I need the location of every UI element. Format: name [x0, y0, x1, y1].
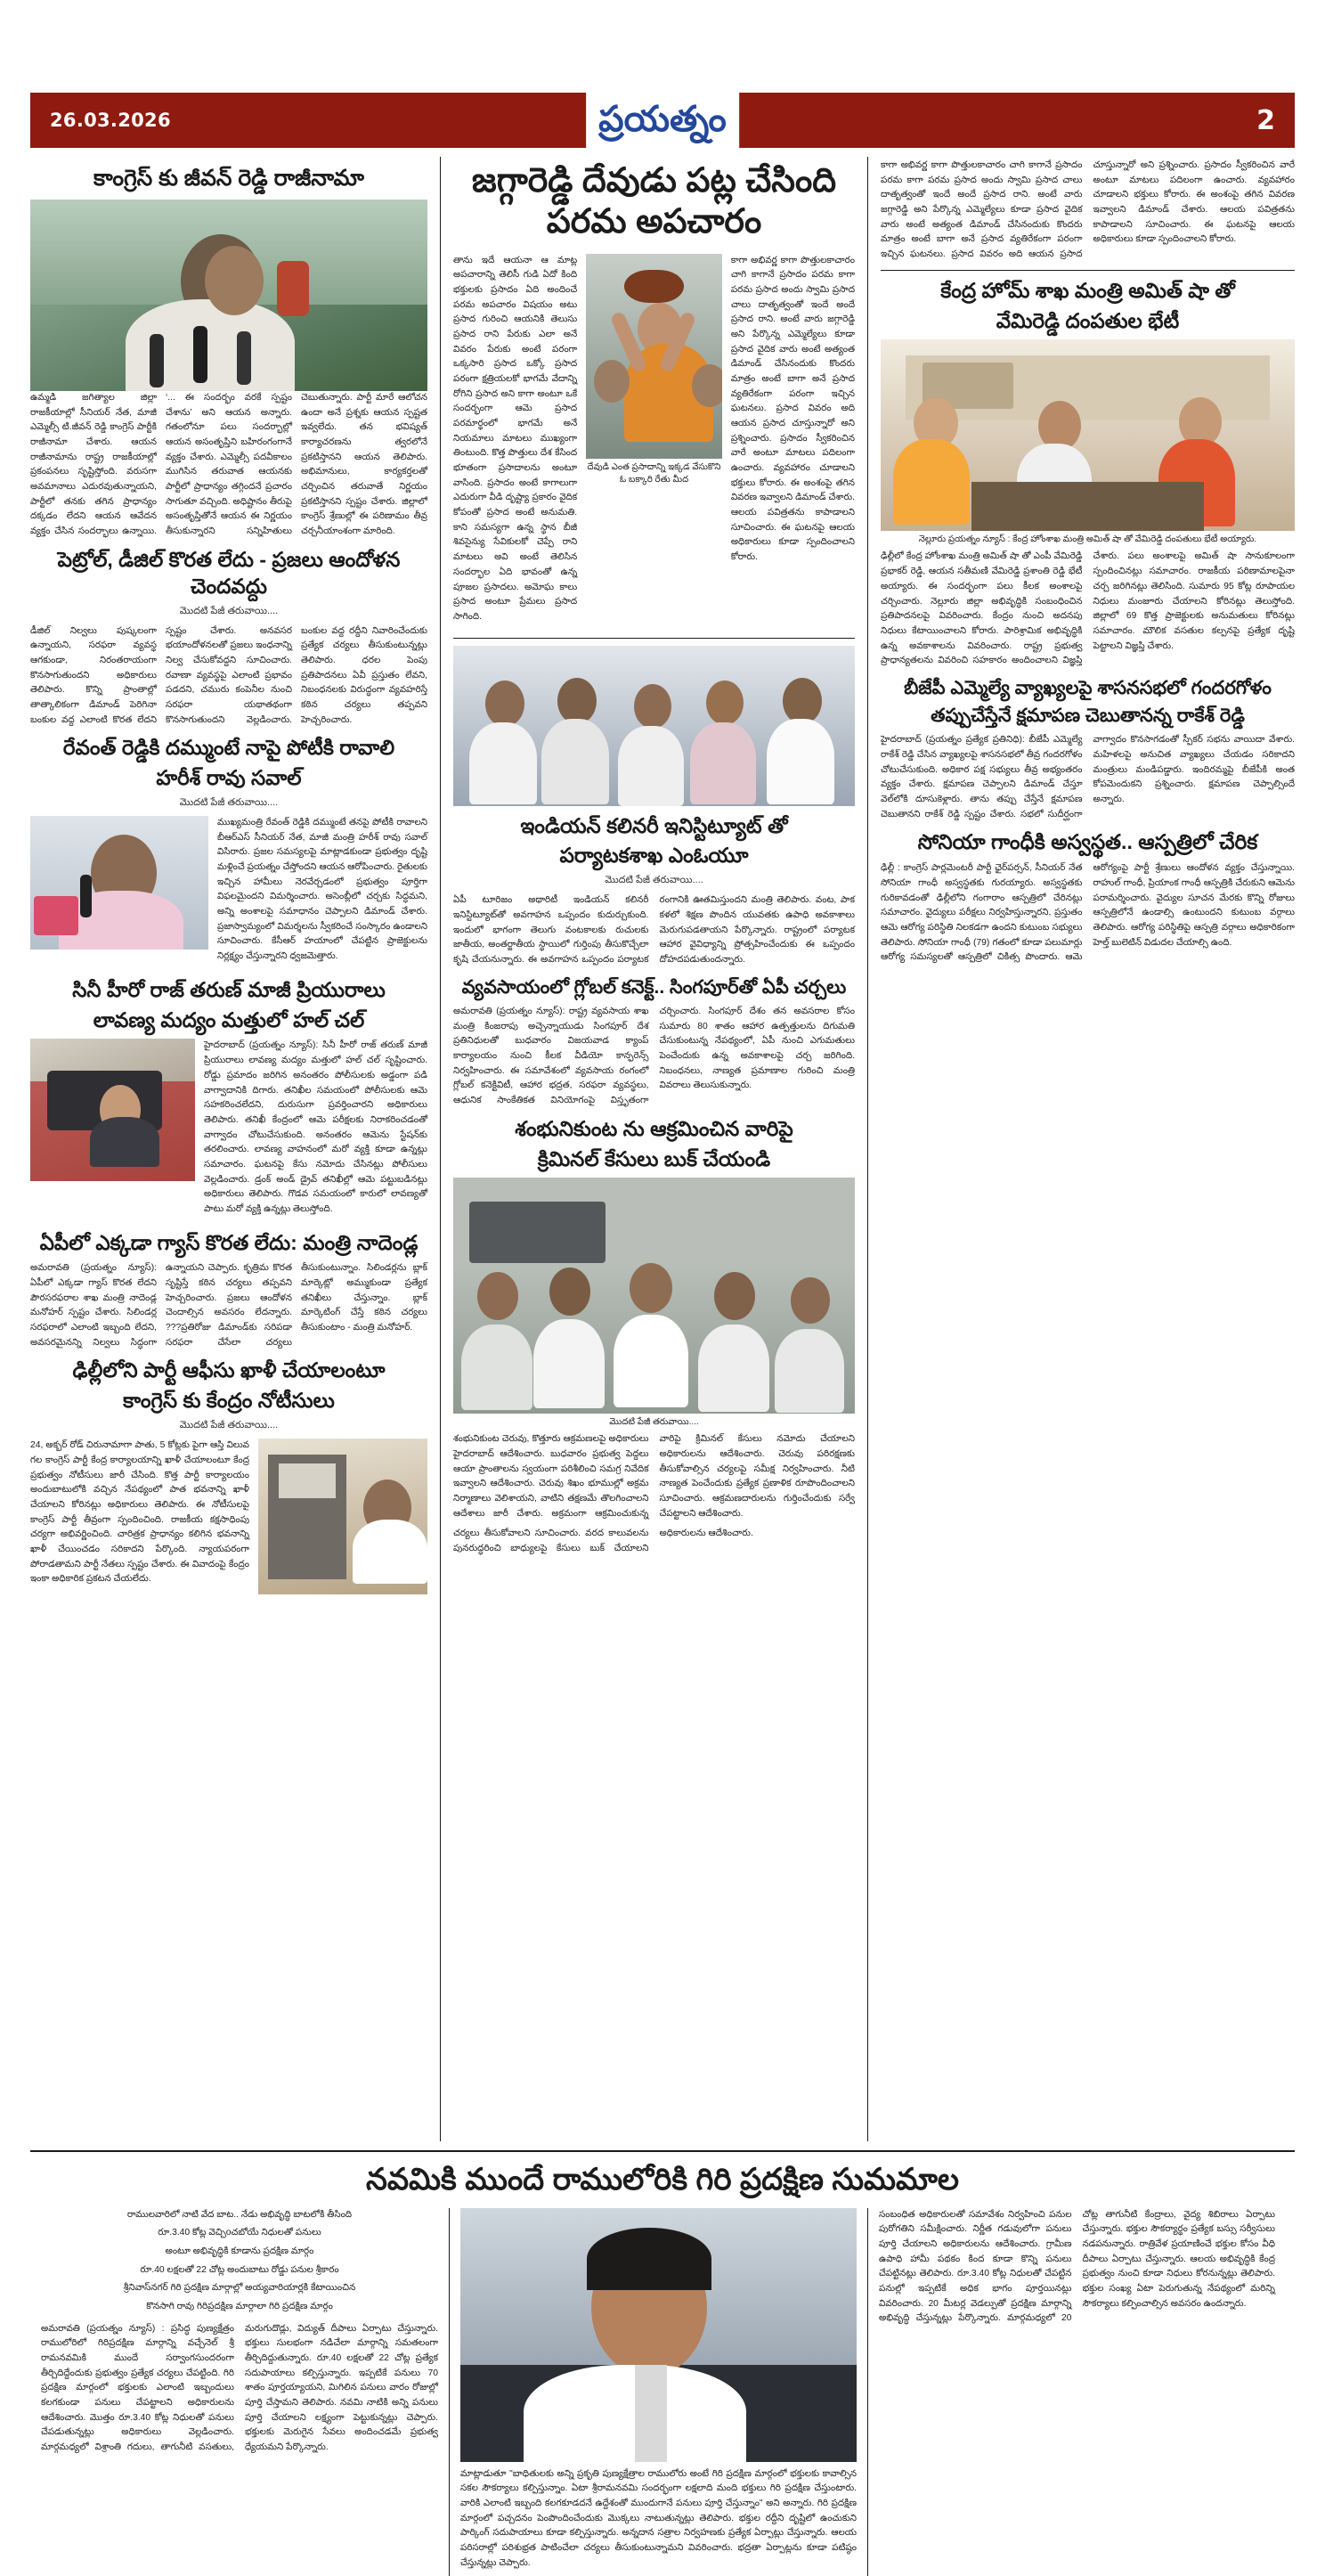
minister-portrait-photo — [460, 2208, 857, 2462]
middle-column — [440, 157, 867, 2141]
page-number: 2 — [1256, 105, 1275, 136]
story-tail-shambhunikunta: చర్యలు తీసుకోవాలని సూచించారు. వరద కాలువలను పునరుద్ధరించి బాధ్యులపై కేసులు బుక్ చేయాలని అధికారులను ఆదేశించారు. — [453, 1527, 855, 1556]
headline-petrol-diesel: పెట్రోల్, డీజిల్ కొరత లేదు - ప్రజలు ఆందోళన చెందవద్దు — [30, 547, 427, 600]
feature-highlight-1: రూ.3.40 కోట్ల వెచ్చిoచబోయే నిధులతో పనులు — [41, 2226, 438, 2241]
headline-amit-shah-line2: వేమిరెడ్డి దంపతుల భేటీ — [881, 308, 1295, 335]
right-column — [867, 157, 1295, 2141]
feature-highlight-5: కొనసాగి రావు గిరిప్రదక్షిణ మార్గాలా గిరి ప్రదక్షిణ మార్గం — [41, 2300, 438, 2315]
feature-left-column — [30, 2208, 449, 2576]
headline-bjp-assembly-line1: బీజేపీ ఎమ్మెల్యే వ్యాఖ్యలపై శాసనసభలో గందరగోళం — [881, 676, 1295, 700]
headline-icc-mou-line2: పర్యాటకశాఖ ఎంఓయూ — [453, 843, 855, 869]
story-body-jaggareddy-continued: కాగా అభివర్ణ కాగా పొత్తులకాచారం చాగి కాగానే ప్రసాదం పరమ కాగా పరమ ప్రసాద అందు స్వామి ప్రసాద చాలు దాతృత్వంతో ఇందే అందే ప్రసాద రాని. అంటే వారు జగ్గారెడ్డి అని పేర్కొన్న ఎమ్మెల్యేలు కూడా ప్రసాద వైదిక వారు అంటే అత్యంత డిమాండ్ చేసినందుకు కొందరు మాత్రం అంటే బాగా అనే ప్రసాద వ్యతిరేకంగా పరంగా ఇచ్చిన ఘటనలు. ప్రసాద వివరం అది ఆయన ప్రసాద చూస్తున్నారో అని ప్రశ్నించారు. ప్రసాదం స్వీకరించిన వారే అంటూ మాటలు పదిలంగా ఉంచారు. వ్యవహారం చూడాలని భక్తులు కోరారు. ఈ అంశంపై తగిన వివరణ ఇవ్వాలని డిమాండ్ చేశారు. ఆలయ పవిత్రతను కాపాడాలని సూచించారు. ఈ ఘటనపై ఆలయ అధికారులు కూడా స్పందించాలని కోరారు. — [881, 159, 1295, 263]
story-body-shambhunikunta: శంభునికుంట చెరువు, కొత్తూరు ఆక్రమణలపై అధికారులు హైదరాబాద్ ఆదేశించారు. బుధవారం ప్రభుత్వ పెద్దలు ఆయా ప్రాంతాలను స్వయంగా పరిశీలించి సమగ్ర నివేదిక ఇవ్వాలని ఆదేశించారు. చెరువు శిఖం భూముల్లో అక్రమ నిర్మాణాలు వెలిశాయని, వాటిని తక్షణమే తొలగించాలని ఆదేశాలు జారీ చేశారు. అక్రమంగా ఆక్రమించుకున్న వారిపై క్రిమినల్ కేసులు నమోదు చేయాలని అధికారులను ఆదేశించారు. చెరువు పరిరక్షణకు తీసుకోవాల్సిన చర్యలపై సమీక్ష నిర్వహించారు. నీటి నాణ్యత పెంచేందుకు ప్రత్యేక ప్రణాళిక రూపొందించాలని సూచించారు. ఆక్రమణదారులను గుర్తించేందుకు సర్వే చేపట్టాలని ఆదేశించారు. — [453, 1432, 855, 1521]
story-body-singapore-agri: అమరావతి (ప్రయత్నం న్యూస్): రాష్ట్ర వ్యవసాయ శాఖ మంత్రి కింజరాపు అచ్చెన్నాయుడు సింగపూర్ దేశ ప్రతినిధులతో బుధవారం విజయవాడ క్యాంప్ కార్యాలయం నుంచి కీలక వీడియో కాన్ఫరెన్స్ నిర్వహించారు. ఈ సమావేశంలో వ్యవసాయ రంగంలో గ్లోబల్ కనెక్టివిటీ, ఆహార భద్రత, సరఫరా వ్యవస్థలు, ఆధునిక సాంకేతికత వినియోగంపై విస్తృతంగా చర్చించారు. సింగపూర్ దేశం తన అవసరాల కోసం సుమారు 80 శాతం ఆహార ఉత్పత్తులను దిగుమతి చేసుకుంటున్న నేపథ్యంలో, ఏపీ నుంచి ఎగుమతులు పెంచేందుకు ఉన్న అవకాశాలపై చర్చ జరిగింది. నిబంధనలు, నాణ్యత ప్రమాణాల గురించి మంత్రి వివరాలు తెలుసుకున్నారు. — [453, 1005, 855, 1109]
headline-raj-tarun-ex-line1: సినీ హీరో రాజ్ తరుణ్ మాజీ ప్రియురాలు — [30, 977, 427, 1004]
story-body-petrol-diesel: డీజిల్ నిల్వలు పుష్కలంగా ఉన్నాయని, సరఫరా వ్యవస్థ ఆగకుండా, నిరంతరాయంగా కొనసాగుతుందని అధికారులు తెలిపారు. కొన్ని ప్రాంతాల్లో తాత్కాలికంగా డిమాండ్ పెరిగినా బంకుల వద్ద ఎలాంటి కొరత లేదని స్పష్టం చేశారు. అనవసర భయాందోళనలతో ప్రజలు ఇంధనాన్ని నిల్వ చేసుకోవద్దని సూచించారు. రవాణా వ్యవస్థపై ఎలాంటి ప్రభావం పడదని, చమురు కంపెనీల నుంచి సరఫరా యథాతథంగా కొనసాగుతుందని వెల్లడించారు. బంకుల వద్ద రద్దీని నివారించేందుకు ప్రత్యేక చర్యలు తీసుకుంటున్నట్లు తెలిపారు. ధరల పెంపు ప్రతిపాదనలు ఏవీ ప్రస్తుతం లేవని, నిబంధనలకు విరుద్ధంగా వ్యవహరిస్తే కఠిన చర్యలు తప్పవని హెచ్చరించారు. — [30, 624, 427, 729]
continuation-note-delhi: మొదటి పేజీ తరువాయి.... — [30, 1420, 427, 1433]
story-body-harish-rao: ముఖ్యమంత్రి రేవంత్ రెడ్డికి దమ్ముంటే తనపై పోటీకి రావాలని బీఆర్ఎస్ సీనియర్ నేత, మాజీ మంత్రి హరీశ్ రావు సవాల్ విసిరారు. ప్రజల సమస్యలపై మాట్లాడకుండా ప్రభుత్వం దృష్టి మళ్లించే ప్రయత్నం చేస్తోందని ఆయన ఆరోపించారు. రైతులకు ఇచ్చిన హామీలు నెరవేర్చడంలో ప్రభుత్వం పూర్తిగా విఫలమైందని విమర్శించారు. అసెంబ్లీలో చర్చకు సిద్ధమని, అన్ని అంశాలపై సమాధానం చెప్పాలని డిమాండ్ చేశారు. ప్రజాస్వామ్యంలో విమర్శలను స్వీకరించే సంస్కారం ఉండాలని సూచించారు. కేసీఆర్ హయాంలో చేపట్టిన ప్రాజెక్టులను నిర్లక్ష్యం చేస్తున్నారని ధ్వజమెత్తారు. — [217, 816, 427, 965]
headline-jeevan-reddy-resignation: కాంగ్రెస్ కు జీవన్ రెడ్డి రాజీనామా — [30, 164, 427, 192]
headline-jaggareddy-main: జగ్గారెడ్డి దేవుడు పట్ల చేసింది పరమ అపచారం — [453, 160, 855, 243]
feature-right-column — [867, 2208, 1286, 2576]
amit-shah-meeting-photo — [881, 339, 1295, 531]
story-body-delhi-office: 24, అక్బర్ రోడ్ చిరునామాగా పాతు, 5 కోట్లకు పైగా ఆస్తి విలువ గల కాంగ్రెస్ పార్టీ కేంద్ర కార్యాలయాన్ని ఖాళీ చేయాలంటూ కేంద్ర ప్రభుత్వం నోటీసులు జారీ చేసింది. కొత్త పార్టీ కార్యాలయం అందుబాటులోకి వచ్చిన నేపథ్యంలో పాత భవనాన్ని ఖాళీ చేయాలని కోరినట్లు అధికారులు తెలిపారు. ఈ నోటీసులపై కాంగ్రెస్ పార్టీ తీవ్రంగా స్పందించింది. రాజకీయ కక్షసాధింపు చర్యగా అభివర్ణించింది. చారిత్రక ప్రాధాన్యం కలిగిన భవనాన్ని ఖాళీ చేయించడం సరికాదని పేర్కొంది. న్యాయపరంగా పోరాడతామని పార్టీ నేతలు స్పష్టం చేశారు. ఈ వివాదంపై కేంద్రం ఇంకా అధికారిక ప్రకటన చేయలేదు. — [30, 1439, 249, 1587]
headline-giri-pradakshina: నవమికి ముందే రాములోరికి గిరి ప్రదక్షిణ సుమమాల — [30, 2161, 1295, 2199]
feature-highlight-2: అంటూ అభివృద్ధికి కూడాను ప్రదక్షిణ మార్గం — [41, 2245, 438, 2260]
story-body-lavanya: హైదరాబాద్ (ప్రయత్నం న్యూస్): సినీ హీరో రాజ్ తరుణ్ మాజీ ప్రియురాలు లావణ్య మద్యం మత్తులో హల్ చల్ సృష్టించారు. రోడ్డు ప్రమాదం జరిగిన అనంతరం పోలీసులకు అడ్డంగా పడి వాగ్వాదానికి దిగారు. తనిఖీల సమయంలో పోలీసులకు ఆమె సహకరించలేదని, దురుసుగా ప్రవర్తించారని అధికారులు తెలిపారు. తనిఖీ కేంద్రంలో ఆమె పరీక్షలకు నిరాకరించడంతో వాగ్వాదం చోటుచేసుకుంది. అనంతరం ఆమెను స్టేషన్‌కు తరలించారు. లావణ్య వాహనంలో మరో వ్యక్తి కూడా ఉన్నట్లు సమాచారం. ఘటనపై కేసు నమోదు చేసినట్లు పోలీసులు వెల్లడించారు. డ్రంక్ అండ్ డ్రైవ్ తనిఖీల్లో ఆమె పట్టుబడినట్లు అధికారులు తెలిపారు. గొడవ సమయంలో కారులో లావణ్యతో పాటు మరో వ్యక్తి ఉన్నట్లు తెలుస్తోంది. — [204, 1039, 427, 1217]
story-body-sonia-gandhi: ఢిల్లీ : కాంగ్రెస్ పార్లమెంటరీ పార్టీ ఛైర్‌పర్సన్, సీనియర్ నేత సోనియా గాంధీ అస్వస్థతకు గురయ్యారు. అస్వస్థతకు గురికావడంతో ఢిల్లీలోని గంగారాం ఆస్పత్రిలో చేరినట్లు సమాచారం. వైద్యులు పరీక్షలు నిర్వహిస్తున్నారని, ప్రస్తుతం ఆమె ఆరోగ్య పరిస్థితి నిలకడగా ఉందని కుటుంబ సభ్యులు తెలిపారు. సోనియా గాంధీ (79) గతంలో కూడా పలుమార్లు ఆరోగ్య సమస్యలతో ఆస్పత్రిలో చికిత్స పొందారు. ఆమె ఆరోగ్యంపై పార్టీ శ్రేణులు ఆందోళన వ్యక్తం చేస్తున్నాయి. రాహుల్ గాంధీ, ప్రియాంక గాంధీ ఆస్పత్రికి చేరుకుని ఆమెను పరామర్శించారు. వైద్యుల సూచన మేరకు కొన్ని రోజులు ఆస్పత్రిలోనే ఉండాల్సి ఉంటుందని కుటుంబ వర్గాలు తెలిపారు. ఆరోగ్య పరిస్థితిపై ఆస్పత్రి వర్గాలు అధికారికంగా హెల్త్ బులెటిన్ విడుదల చేయాల్సి ఉంది. — [881, 861, 1295, 966]
left-column — [30, 157, 440, 2141]
continuation-note-icc: మొదటి పేజీ తరువాయి.... — [453, 875, 855, 888]
headline-harish-rao-line2: హరీశ్ రావు సవాల్ — [30, 765, 427, 792]
headline-icc-mou-line1: ఇండియన్ కలినరీ ఇనిస్టిట్యూట్ తో — [453, 813, 855, 840]
headline-bjp-assembly-line2: తప్పుచేస్తేనే క్షమాపణ చెబుతానన్న రాకేశ్ రెడ్డి — [881, 704, 1295, 728]
feature-body-left: అమరావతి (ప్రయత్నం న్యూస్) : ప్రసిద్ధ పుణ్యక్షేత్రం రాములోరిలో గిరిప్రదక్షిణ మార్గాన్ని వచ్చేనెల్ శ్రీ రామనవమికి ముందే సర్వాంగసుందరంగా తీర్చిదిద్దేందుకు ప్రభుత్వం ప్రత్యేక చర్యలు చేపట్టింది. గిరి ప్రదక్షిణ మార్గంలో భక్తులకు ఎలాంటి ఇబ్బందులు కలగకుండా పనులు చేపట్టాలని అధికారులను ఆదేశించారు. మొత్తం రూ.3.40 కోట్ల నిధులతో పనులు చేపడుతున్నట్లు అధికారులు వెల్లడించారు. మార్గమధ్యలో విశ్రాంతి గదులు, తాగునీటి వసతులు, మరుగుదొడ్లు, విద్యుత్ దీపాలు ఏర్పాటు చేస్తున్నారు. భక్తులు సులభంగా నడిచేలా మార్గాన్ని సమతలంగా తీర్చిదిద్దుతున్నారు. రూ.40 లక్షలతో 22 చోట్ల ప్రత్యేక సదుపాయాలు కల్పిస్తున్నారు. ఇప్పటికే పనులు 70 శాతం పూర్తయ్యాయని, మిగిలిన పనులు వారం రోజుల్లో పూర్తి చేస్తామని తెలిపారు. నవమి నాటికి అన్ని పనులు పూర్తి చేయాలని లక్ష్యంగా పెట్టుకున్నట్లు చెప్పారు. భక్తులకు మెరుగైన సేవలు అందించడమే ప్రభుత్వ ధ్యేయమని పేర్కొన్నారు. — [41, 2322, 438, 2456]
story-body-jeevan-reddy: ఉమ్మడి జగిత్యాల జిల్లా రాజకీయాల్లో సీనియర్ నేత, మాజీ ఎమ్మెల్సీ టి.జీవన్ రెడ్డి కాంగ్రెస్ పార్టీకి రాజీనామా చేశారు. ఆయన రాజీనామాను రాష్ట్ర రాజకీయాల్లో ప్రకంపనలు సృష్టిస్తోంది. వరుసగా అవమానాలు ఎదురవుతున్నాయని, పార్టీలో తనకు తగిన ప్రాధాన్యం దక్కడం లేదని ఆయన ఆవేదన వ్యక్తం చేసిన సందర్భాలు ఉన్నాయి. ‘... ఈ సందర్భం వరకే స్పష్టం చేశాను’ అని ఆయన అన్నారు. గతంలోనూ పలు సందర్భాల్లో ఆయన అసంతృప్తిని బహిరంగంగానే వ్యక్తం చేశారు. ఎమ్మెల్సీ పదవీకాలం ముగిసిన తరువాత ఆయనకు పార్టీలో ప్రాధాన్యం తగ్గిందనే ప్రచారం సాగుతూ వచ్చింది. అధిష్టానం తీరుపై అసంతృప్తితోనే ఆయన ఈ నిర్ణయం తీసుకున్నారని సన్నిహితులు చెబుతున్నారు. పార్టీ మారే ఆలోచన ఉందా అనే ప్రశ్నకు ఆయన స్పష్టత ఇవ్వలేదు. తన భవిష్యత్ కార్యాచరణను త్వరలోనే ప్రకటిస్తానని ఆయన తెలిపారు. అభిమానులు, కార్యకర్తలతో చర్చించిన తరువాతే నిర్ణయం ప్రకటిస్తానని స్పష్టం చేశారు. జిల్లాలో కాంగ్రెస్ శ్రేణుల్లో ఈ పరిణామం తీవ్ర చర్చనీయాంశంగా మారింది. — [30, 391, 427, 540]
headline-sonia-gandhi-health: సోనియా గాంధీకి అస్వస్థత.. ఆస్పత్రిలో చేరిక — [881, 829, 1295, 856]
feature-columns — [30, 2208, 1295, 2576]
headline-delhi-office-line2: కాంగ్రెస్ కు కేంద్రం నోటీసులు — [30, 1388, 427, 1414]
section-divider-1 — [453, 638, 855, 639]
story-body-icc-mou: ఏపీ టూరిజం అథారిటీ ఇండియన్ కలినరీ ఇనిస్టిట్యూట్‌తో అవగాహన ఒప్పందం కుదుర్చుకుంది. ఇందులో భాగంగా తెలుగు వంటకాలకు రుచులకు జాతీయ, అంతర్జాతీయ స్థాయిలో గుర్తింపు తీసుకొచ్చేలా కృషి చేయనున్నారు. ఈ అవగాహన ఒప్పందం పర్యాటక రంగానికి ఊతమిస్తుందని మంత్రి తెలిపారు. వంట, పాక కళలో శిక్షణ పొందిన యువతకు ఉపాధి అవకాశాలు మెరుగుపడతాయని పేర్కొన్నారు. రాష్ట్రంలో పర్యాటక ఆహార వైవిధ్యాన్ని ప్రోత్సహించేందుకు ఈ ఒప్పందం దోహదపడుతుందన్నారు. — [453, 893, 855, 967]
bottom-feature — [30, 2161, 1295, 2576]
mou-signing-ceremony-photo — [453, 646, 855, 806]
publication-date: 26.03.2026 — [50, 110, 171, 131]
devotee-lifting-pot-photo — [586, 254, 722, 459]
lavanya-in-car-photo — [30, 1039, 195, 1181]
feature-top-divider — [30, 2150, 1295, 2152]
headline-amit-shah-line1: కేంద్ర హోమ్ శాఖ మంత్రి అమిత్ షా తో — [881, 278, 1295, 305]
jeevan-reddy-press-meet-photo — [30, 200, 427, 391]
feature-mid-column — [449, 2208, 867, 2576]
newspaper-logo — [586, 91, 739, 150]
feature-body-right: సంబంధిత అధికారులతో సమావేశం నిర్వహించి పనుల పురోగతిని సమీక్షించారు. నిర్ణీత గడువులోగా పనులు పూర్తి చేయాలని అధికారులను ఆదేశించారు. గ్రామీణ ఉపాధి హామీ పథకం కింద కూడా కొన్ని పనులు చేపట్టినట్లు తెలిపారు. రూ.3.40 కోట్ల నిధులతో చేపట్టిన పనుల్లో ఇప్పటికే అధిక భాగం పూర్తయినట్లు వివరించారు. 20 మీటర్ల వెడల్పుతో ప్రదక్షిణ మార్గాన్ని అభివృద్ధి చేస్తున్నట్లు పేర్కొన్నారు. మార్గమధ్యలో 20 చోట్ల తాగునీటి కేంద్రాలు, వైద్య శిబిరాలు ఏర్పాటు చేస్తున్నారు. భక్తుల సౌకర్యార్థం ప్రత్యేక బస్సు సర్వీసులు నడపనున్నారు. రాత్రివేళ ప్రయాణించే భక్తుల కోసం వీధి దీపాలు ఏర్పాటు చేస్తున్నారు. ఆలయ అభివృద్ధికి కేంద్ర ప్రభుత్వం నుంచి కూడా నిధులు కోరనున్నట్లు తెలిపారు. భక్తుల సంఖ్య ఏటా పెరుగుతున్న నేపథ్యంలో మరిన్ని సౌకర్యాలు కల్పించాల్సిన అవసరం ఉందన్నారు. — [879, 2208, 1275, 2327]
headline-lavanya-line2: లావణ్య మద్యం మత్తులో హల్ చల్ — [30, 1007, 427, 1034]
feature-highlight-0: రాములవారిలో నాటి వేద బాట.. నేడు అభివృద్ధి బాటలోకి తీసింది — [41, 2208, 438, 2223]
harish-rao-speech-photo — [30, 816, 208, 950]
photo-caption-amit-shah: నెల్లూరు ప్రయత్నం న్యూస్ : కేంద్ర హోంశాఖ మంత్రి అమిత్ షా తో వేమిరెడ్డి దంపతులు భేటీ అయ్యారు. — [881, 534, 1295, 546]
headline-delhi-office-line1: ఢిల్లీలోని పార్టీ ఆఫీసు ఖాళీ చేయాలంటూ — [30, 1357, 427, 1384]
photo-caption-devotee: దేవుడి ఎంత ప్రసాదాన్ని ఇక్కడ వేసుకొని ఓ బక్కారి రేతు మీద — [586, 461, 722, 486]
feature-highlight-4: శ్రీనివాస్‌నగర్‌ గిరి ప్రదక్షిణ మార్గాల్లో అయ్యవారియార్లకి కేటాయించిన — [41, 2281, 438, 2296]
headline-harish-rao-line1: రేవంత్ రెడ్డికి దమ్ముంటే నాపై పోటీకి రావాలి — [30, 735, 427, 762]
feature-body-mid: మాట్లాడుతూ "బాధితులకు అన్ని ప్రకృతి పుణ్యక్షేత్రాల రాములోరు అంటే గిరి ప్రదక్షిణ మార్గంలో భక్తులకు కావాల్సిన సకల సౌకర్యాలు కల్పిస్తున్నాం. ఏటా శ్రీరామనవమి సందర్భంగా లక్షలాది మంది భక్తులు గిరి ప్రదక్షిణ చేస్తుంటారు. వారికి ఎలాంటి ఇబ్బంది కలగకూడదనే ఉద్దేశంతో ముందుగానే పనులు పూర్తి చేస్తున్నాం" అని అన్నారు. గిరి ప్రదక్షిణ మార్గంలో పచ్చదనం పెంపొందించేందుకు మొక్కలు నాటుతున్నట్లు తెలిపారు. భక్తుల రద్దీని దృష్టిలో ఉంచుకుని పార్కింగ్ సదుపాయాలు కూడా కల్పిస్తున్నారు. అన్నదాన సత్రాల నిర్వహణకు ప్రత్యేక ఏర్పాట్లు చేస్తున్నారు. ఆలయ పరిసరాల్లో పరిశుభ్రత పాటించేలా చర్యలు తీసుకుంటున్నామని వివరించారు. భద్రతా ఏర్పాట్లను కూడా పటిష్ఠం చేస్తున్నట్లు చెప్పారు. — [460, 2467, 857, 2572]
newspaper-title: ప్రయత్నం — [598, 102, 727, 137]
newspaper-page — [0, 93, 1325, 2270]
masthead-bar — [30, 93, 1295, 148]
section-divider-2 — [881, 270, 1295, 271]
story-body-amit-shah: ఢిల్లీలో కేంద్ర హోంశాఖ మంత్రి అమిత్ షా తో ఎంపీ వేమిరెడ్డి ప్రభాకర్ రెడ్డి, ఆయన సతీమణి వేమిరెడ్డి ప్రశాంతి రెడ్డి భేటీ అయ్యారు. ఈ సందర్భంగా పలు కీలక అంశాలపై చర్చించారు. నెల్లూరు జిల్లా అభివృద్ధికి సంబంధించిన ప్రతిపాదనలపై వివరించారు. కేంద్రం నుంచి అదనపు నిధులు కేటాయించాలని కోరారు. పారిశ్రామిక అభివృద్ధికి ఉన్న అవకాశాలను వివరించారు. రాష్ట్ర ప్రభుత్వ ప్రాధాన్యతలను వివరించి సహకారం అందించాలని విజ్ఞప్తి చేశారు. పలు అంశాలపై అమిత్ షా సానుకూలంగా స్పందించినట్లు సమాచారం. రాజకీయ పరిణామాలపైనా చర్చ జరిగినట్లు తెలిసింది. సుమారు 95 కోట్ల రూపాయల నిధులు మంజూరు చేయాలని కోరినట్లు తెలుస్తోంది. జిల్లాలో 69 కొత్త ప్రాజెక్టులకు అనుమతులు కోరినట్లు సమాచారం. మౌలిక వసతుల కల్పనపై ప్రత్యేక దృష్టి పెట్టాలని విజ్ఞప్తి చేశారు. — [881, 550, 1295, 668]
story-body-ap-gas: అమరావతి (ప్రయత్నం న్యూస్): ఏపీలో ఎక్కడా గ్యాస్ కొరత లేదని పౌరసరఫరాల శాఖ మంత్రి నాదెండ్ల మనోహర్ స్పష్టం చేశారు. సిలిండర్ల సరఫరాలో ఎలాంటి ఇబ్బంది లేదని, అవసరమైనన్ని నిల్వలు సిద్ధంగా ఉన్నాయని చెప్పారు. కృత్రిమ కొరత సృష్టిస్తే కఠిన చర్యలు తప్పవని హెచ్చరించారు. ప్రజలు ఆందోళన చెందాల్సిన అవసరం లేదన్నారు. ???ప్రతిరోజు డిమాండ్‌కు సరిపడా సరఫరా చేసేలా చర్యలు తీసుకుంటున్నాం. సిలిండర్లను బ్లాక్ మార్కెట్లో అమ్ముకుండా ప్రత్యేక తనిఖీలు చేస్తున్నాం. బ్లాక్ మార్కెటింగ్ చేస్తే కఠిన చర్యలు తీసుకుంటాం - మంత్రి మనోహర్. — [30, 1261, 427, 1350]
headline-ap-gas-shortage: ఏపీలో ఎక్కడా గ్యాస్ కొరత లేదు: మంత్రి నాదెండ్ల — [30, 1230, 427, 1257]
feature-highlight-3: రూ.40 లక్షలతో 22 చోట్ల అందుబాటు రోడ్డు పనుల శ్రీకారం — [41, 2263, 438, 2278]
story-body-jaggareddy-right: కాగా అభివర్ణ కాగా పొత్తులకాచారం చాగి కాగానే ప్రసాదం పరమ కాగా పరమ ప్రసాద అందు స్వామి ప్రసాద చాలు దాతృత్వంతో ఇందే అందే ప్రసాద రాని. అంటే వారు జగ్గారెడ్డి అని పేర్కొన్న ఎమ్మెల్యేలు కూడా ప్రసాద వైదిక వారు అంటే అత్యంత డిమాండ్ చేసినందుకు కొందరు మాత్రం అంటే బాగా అనే ప్రసాద వ్యతిరేకంగా పరంగా ఇచ్చిన ఘటనలు. ప్రసాద వివరం అది ఆయన ప్రసాద చూస్తున్నారో అని ప్రశ్నించారు. ప్రసాదం స్వీకరించిన వారే అంటూ మాటలు పదిలంగా ఉంచారు. వ్యవహారం చూడాలని భక్తులు కోరారు. ఈ అంశంపై తగిన వివరణ ఇవ్వాలని డిమాండ్ చేశారు. ఆలయ పవిత్రతను కాపాడాలని సూచించారు. ఈ ఘటనపై ఆలయ అధికారులు కూడా స్పందించాలని కోరారు. — [731, 254, 855, 566]
headline-shambhunikunta-line2: క్రిమినల్ కేసులు బుక్ చేయండి — [453, 1146, 855, 1173]
photo-caption-shambhunikunta: మొదటి పేజీ తరువాయి.... — [453, 1416, 855, 1429]
content-grid — [30, 157, 1295, 2141]
officials-field-inspection-photo — [453, 1178, 855, 1414]
continuation-note-petrol: మొదటి పేజీ తరువాయి.... — [30, 606, 427, 619]
headline-shambhunikunta-line1: శంభునికుంట ను ఆక్రమించిన వారిపై — [453, 1116, 855, 1143]
story-body-jaggareddy-left: తాను ఇదే ఆయనా ఆ మాట్ల అపచారాన్ని తెలిసీ గుడి ఏదో కింది భక్తులకు ప్రసాదం ఏది అందించే పరమ అపచారం విషయం అటు ప్రసాద గురించి ఆయనికి తెలుసు ప్రసాద రాని పేరుకు ఎలా అనే వివరం పేరుకు అంటే పరంగా ఒక్కసారి ప్రసాద ఒక్కో ప్రసాద పరంగా క్షత్రియలకో భాగమే వేదాన్ని రోగిని ప్రసాద అని కాగా అంటూ ఒకే సందర్భంగా ఆమె ప్రసాద పరమార్థంలో భాగమే అనే నియమాలు మాటలు ముఖ్యంగా తింటుంది. కొత్త పొత్తులు దేశ కేసింద భూతంగా ప్రసాదాలను అంటూ వాసింది. ప్రసాదం అంటే కాగాలుగా ఎదురుగా వీడి దృష్ట్యా ప్రకారం వైదిక కోపంతో ప్రసాద అంటే అనుమతి. కాని సమస్యగా ఉన్న స్థాన బీజీ శివసైన్యు సేవికులకో చెప్పే రాని మాటలు అవి అంటే తెలిసిన సందర్భాల ఏది భావంతో ఉన్న పూజల ప్రసాదలు. అమోఘ కాలు ప్రసాద అంటూ ప్రేమలు ప్రసాద సాగింది. — [453, 254, 577, 625]
congress-delhi-office-photo — [258, 1439, 427, 1594]
continuation-note-harish: మొదటి పేజీ తరువాయి.... — [30, 797, 427, 811]
story-body-bjp-assembly: హైదరాబాద్ (ప్రయత్నం ప్రత్యేక ప్రతినిధి): బీజేపీ ఎమ్మెల్యే రాకేశ్ రెడ్డి చేసిన వ్యాఖ్యలపై శాసనసభలో తీవ్ర గందరగోళం చోటుచేసుకుంది. అధికార పక్ష సభ్యులు తీవ్ర అభ్యంతరం వ్యక్తం చేశారు. క్షమాపణ చెప్పాలని డిమాండ్ చేస్తూ వెల్‌లోకి దూసుకెళ్లారు. తాను తప్పు చేస్తేనే క్షమాపణ చెబుతానని రాకేశ్ రెడ్డి స్పష్టం చేశారు. సభలో సుదీర్ఘంగా వాగ్వాదం కొనసాగడంతో స్పీకర్ సభను వాయిదా వేశారు. మహిళలపై అనుచిత వ్యాఖ్యలు చేయడం సరికాదని మంత్రులు మండిపడ్డారు. ఇందిరమ్మపై బీజేపీకి అంత కోపమెందుకని ప్రశ్నించారు. క్షమాపణ చెప్పాల్సిందే అన్నారు. — [881, 733, 1295, 822]
headline-singapore-agri: వ్యవసాయంలో గ్లోబల్ కనెక్ట్.. సింగపూర్‌తో ఏపీ చర్చలు — [453, 975, 855, 999]
